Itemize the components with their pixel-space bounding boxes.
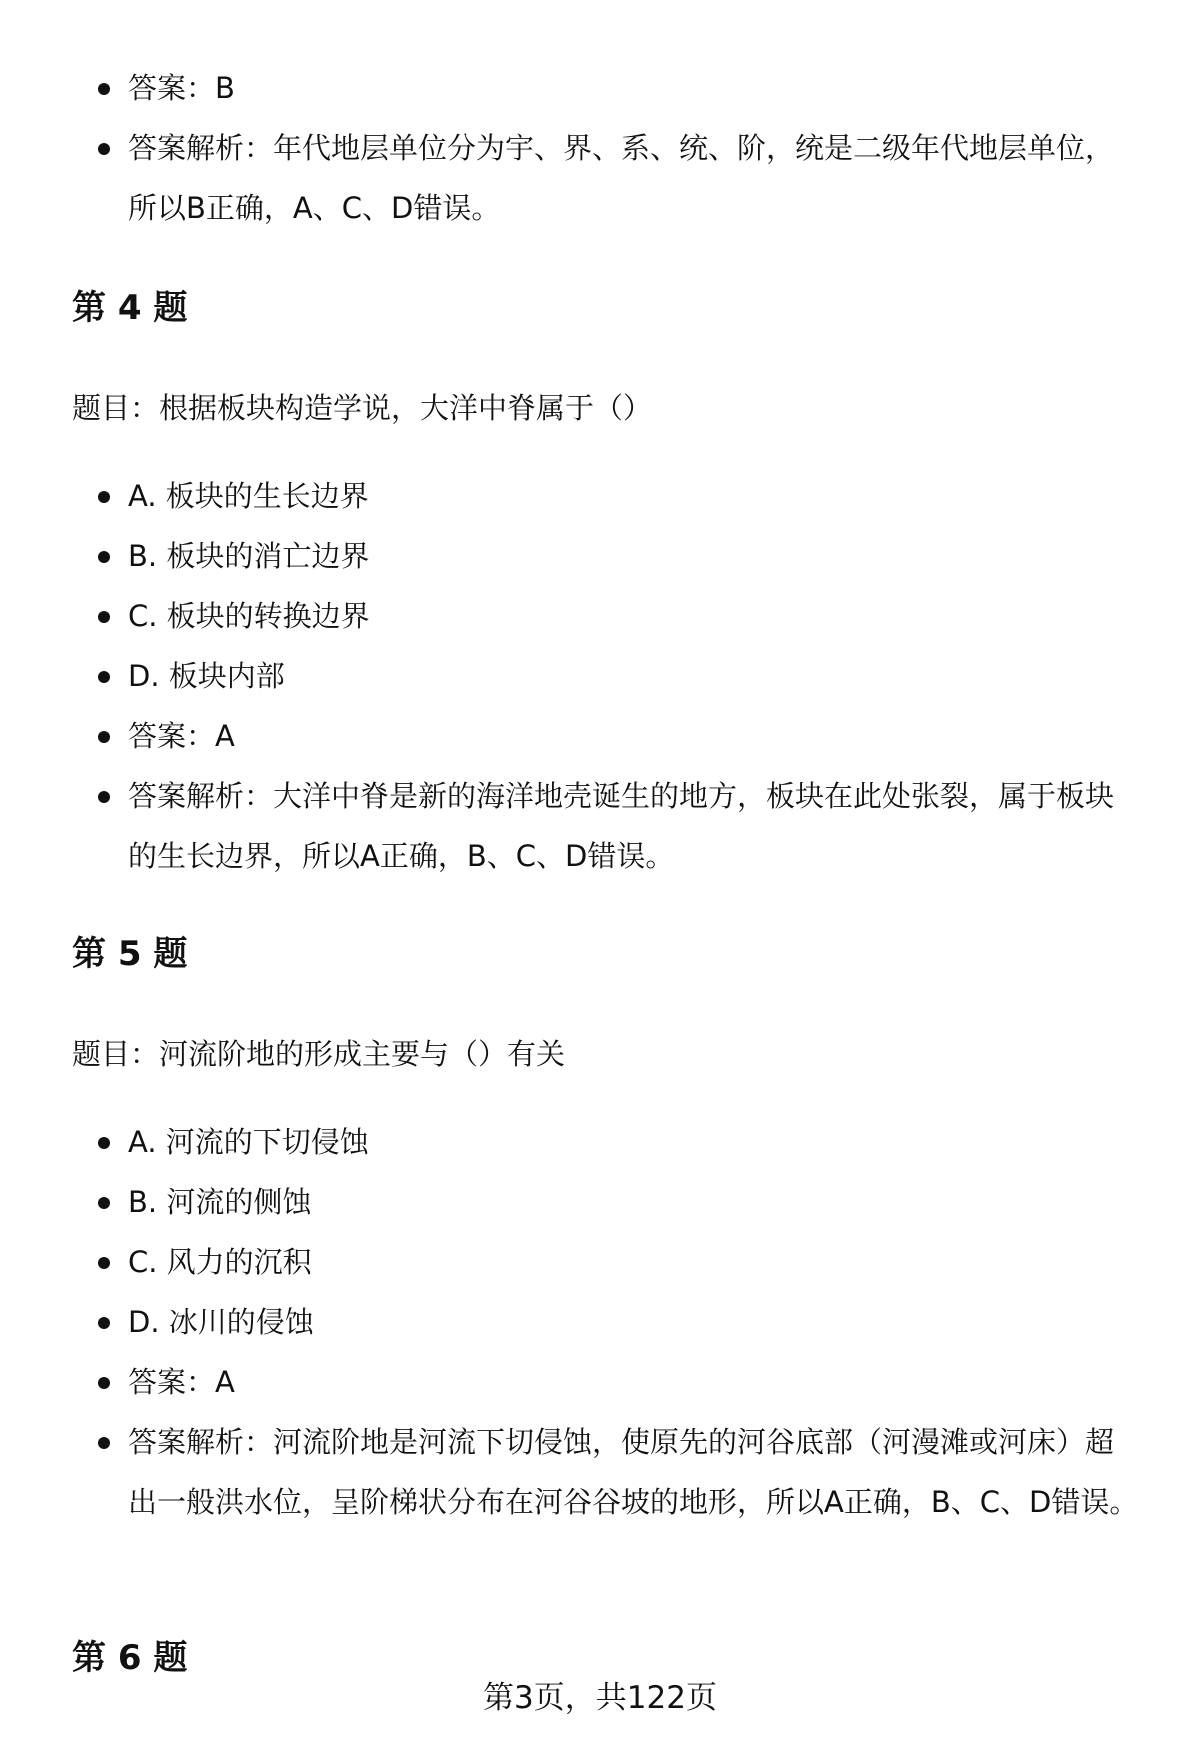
bullet-icon xyxy=(98,1197,110,1209)
explanation-text: 答案解析：大洋中脊是新的海洋地壳诞生的地方，板块在此处张裂，属于板块的生长边界，所以A正确，B、C、D错误。 xyxy=(128,779,1115,873)
bullet-icon xyxy=(98,491,110,503)
question-prompt: 题目：河流阶地的形成主要与（）有关 xyxy=(72,1037,566,1071)
option-item xyxy=(0,1172,1200,1232)
question-heading: 第 4 题 xyxy=(72,288,188,328)
option-text: A. 板块的生长边界 xyxy=(128,479,369,513)
bullet-icon xyxy=(98,143,110,155)
bullet-icon xyxy=(98,731,110,743)
option-text: B. 板块的消亡边界 xyxy=(128,539,370,573)
answer-text: 答案：A xyxy=(128,1365,235,1399)
bullet-icon xyxy=(98,1377,110,1389)
prev-question-list xyxy=(0,58,1200,238)
option-item xyxy=(0,526,1200,586)
bullet-icon xyxy=(98,1437,110,1449)
question-options-list xyxy=(0,466,1200,886)
page-number: 第3页，共122页 xyxy=(483,1680,717,1716)
list-item xyxy=(0,706,1200,766)
option-text: C. 风力的沉积 xyxy=(128,1245,312,1279)
explanation-text: 答案解析：年代地层单位分为宇、界、系、统、阶，统是二级年代地层单位，所以B正确，A、C、D错误。 xyxy=(128,131,1115,225)
bullet-icon xyxy=(98,551,110,563)
bullet-icon xyxy=(98,83,110,95)
option-item xyxy=(0,1232,1200,1292)
list-item xyxy=(0,1352,1200,1412)
bullet-icon xyxy=(98,1137,110,1149)
list-item xyxy=(0,58,1200,118)
list-item xyxy=(0,118,1200,238)
option-item xyxy=(0,646,1200,706)
question-prompt: 题目：根据板块构造学说，大洋中脊属于（） xyxy=(72,391,653,425)
option-text: A. 河流的下切侵蚀 xyxy=(128,1125,369,1159)
option-item xyxy=(0,1292,1200,1352)
question-options-list xyxy=(0,1112,1200,1532)
bullet-icon xyxy=(98,1317,110,1329)
option-text: B. 河流的侧蚀 xyxy=(128,1185,312,1219)
explanation-text: 答案解析：河流阶地是河流下切侵蚀，使原先的河谷底部（河漫滩或河床）超出一般洪水位，呈阶梯状分布在河谷谷坡的地形，所以A正确，B、C、D错误。 xyxy=(128,1425,1139,1519)
option-text: D. 板块内部 xyxy=(128,659,285,693)
option-text: D. 冰川的侵蚀 xyxy=(128,1305,314,1339)
answer-text: 答案：B xyxy=(128,71,235,105)
option-item xyxy=(0,586,1200,646)
bullet-icon xyxy=(98,611,110,623)
answer-text: 答案：A xyxy=(128,719,235,753)
list-item xyxy=(0,1412,1200,1532)
question-heading: 第 5 题 xyxy=(72,934,188,974)
bullet-icon xyxy=(98,671,110,683)
option-item xyxy=(0,466,1200,526)
bullet-icon xyxy=(98,791,110,803)
list-item xyxy=(0,766,1200,886)
option-text: C. 板块的转换边界 xyxy=(128,599,370,633)
option-item xyxy=(0,1112,1200,1172)
question-heading: 第 6 题 xyxy=(72,1638,188,1678)
bullet-icon xyxy=(98,1257,110,1269)
